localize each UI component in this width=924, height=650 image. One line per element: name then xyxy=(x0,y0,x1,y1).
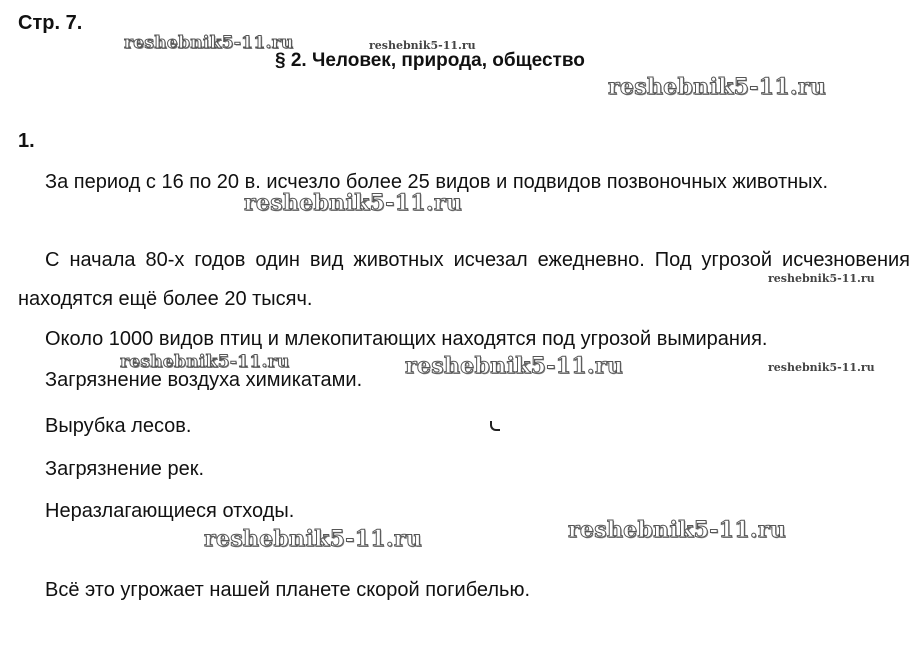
paragraph-species-extinct: За период с 16 по 20 в. исчезло более 25 видов и подвидов позвоночных животных. xyxy=(45,171,829,193)
line-birds-mammals: Около 1000 видов птиц и млекопитающих находятся под угрозой вымирания. xyxy=(45,328,768,350)
watermark: reshebnik5-11.ru xyxy=(405,353,624,379)
page-number-label: Стр. 7. xyxy=(18,12,83,34)
watermark: reshebnik5-11.ru xyxy=(244,190,463,216)
watermark: reshebnik5-11.ru xyxy=(369,39,476,52)
watermark: reshebnik5-11.ru xyxy=(608,74,827,100)
line-conclusion: Всё это угрожает нашей планете скорой погибелью. xyxy=(45,579,531,601)
watermark: reshebnik5-11.ru xyxy=(204,526,423,552)
line-air-pollution: Загрязнение воздуха химикатами. xyxy=(45,369,363,391)
watermark: reshebnik5-11.ru xyxy=(568,517,787,543)
watermark: reshebnik5-11.ru xyxy=(768,272,875,285)
line-deforestation: Вырубка лесов. xyxy=(45,415,192,437)
task-number: 1. xyxy=(18,130,35,152)
line-waste: Неразлагающиеся отходы. xyxy=(45,500,295,522)
stray-mark xyxy=(490,421,500,431)
paragraph-daily-extinction: С начала 80-х годов один вид животных исчезал ежедневно. Под угрозой исчезновения находятся ещё более 20 тысяч. xyxy=(18,249,910,310)
section-title: § 2. Человек, природа, общество xyxy=(275,50,585,71)
line-river-pollution: Загрязнение рек. xyxy=(45,458,205,480)
watermark: reshebnik5-11.ru xyxy=(120,352,290,372)
watermark: reshebnik5-11.ru xyxy=(768,361,875,374)
watermark: reshebnik5-11.ru xyxy=(124,33,294,53)
